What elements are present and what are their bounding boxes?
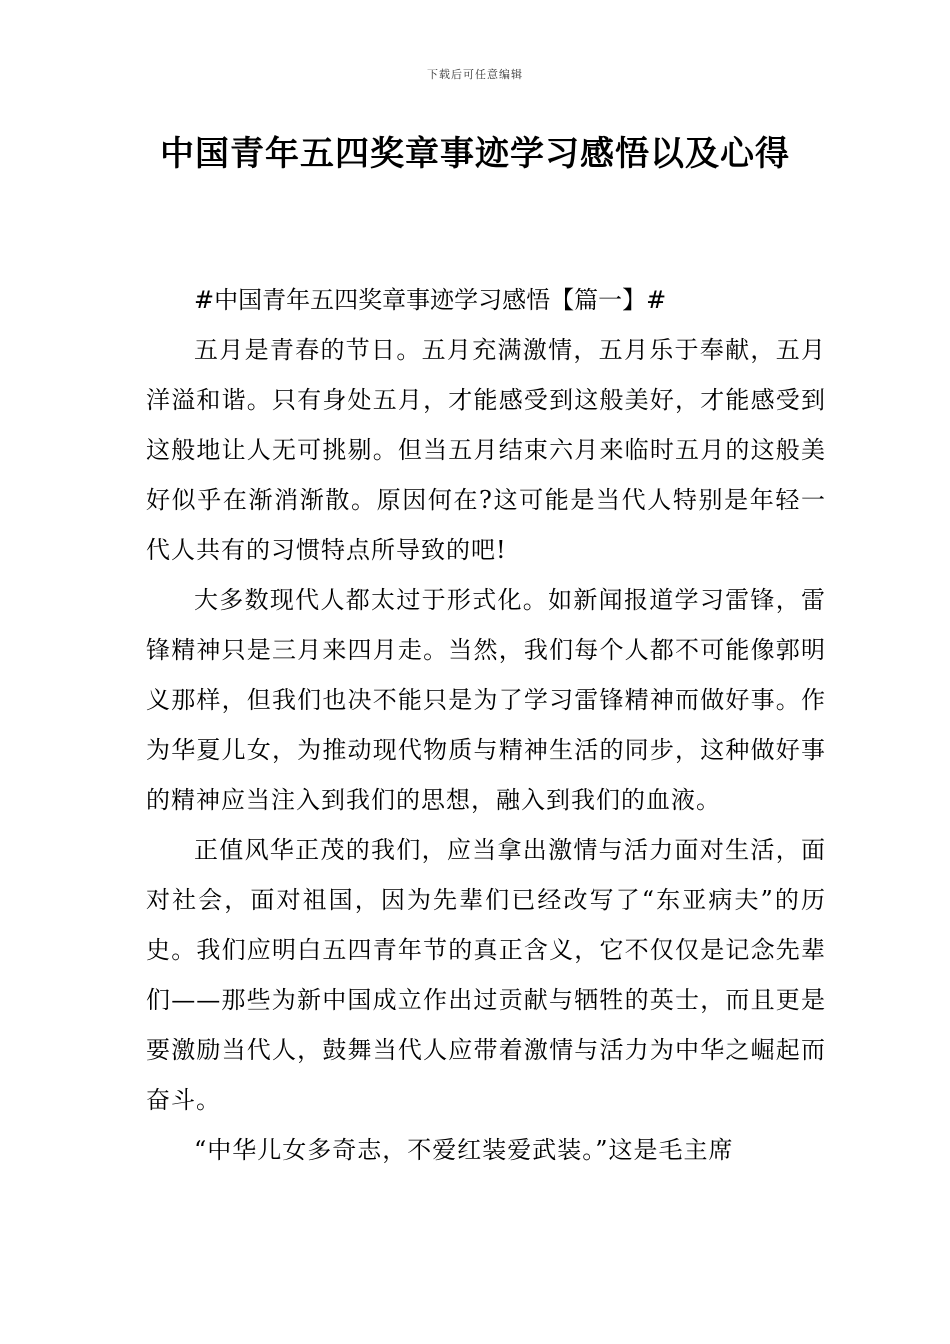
section-heading: #中国青年五四奖章事迹学习感悟【篇一】# [194,286,667,314]
paragraph-3: 正值风华正茂的我们，应当拿出激情与活力面对生活，面对社会，面对祖国，因为先辈们已经改写了“东亚病夫”的历史。我们应明白五四青年节的真正含义，它不仅仅是记念先辈们——那些为新中国成立作出过贡献与牺牲的英士，而且更是要激励当代人，鼓舞当代人应带着激情与活力为中华之崛起而奋斗。 [146,836,826,1114]
document-title: 中国青年五四奖章事迹学习感悟以及心得 [160,134,790,174]
paragraph-2: 大多数现代人都太过于形式化。如新闻报道学习雷锋，雷锋精神只是三月来四月走。当然，我们每个人都不可能像郭明义那样，但我们也决不能只是为了学习雷锋精神而做好事。作为华夏儿女，为推动现代物质与精神生活的同步，这种做好事的精神应当注入到我们的思想，融入到我们的血液。 [146,586,826,814]
header-note: 下载后可任意编辑 [427,68,523,81]
document-body [146,275,826,1175]
paragraph-4: “中华儿女多奇志，不爱红装爱武装。”这是毛主席 [194,1136,734,1164]
paragraph-1: 五月是青春的节日。五月充满激情，五月乐于奉献，五月洋溢和谐。只有身处五月，才能感受到这般美好，才能感受到这般地让人无可挑剔。但当五月结束六月来临时五月的这般美好似乎在渐消渐散。原因何在?这可能是当代人特别是年轻一代人共有的习惯特点所导致的吧! [146,336,826,564]
